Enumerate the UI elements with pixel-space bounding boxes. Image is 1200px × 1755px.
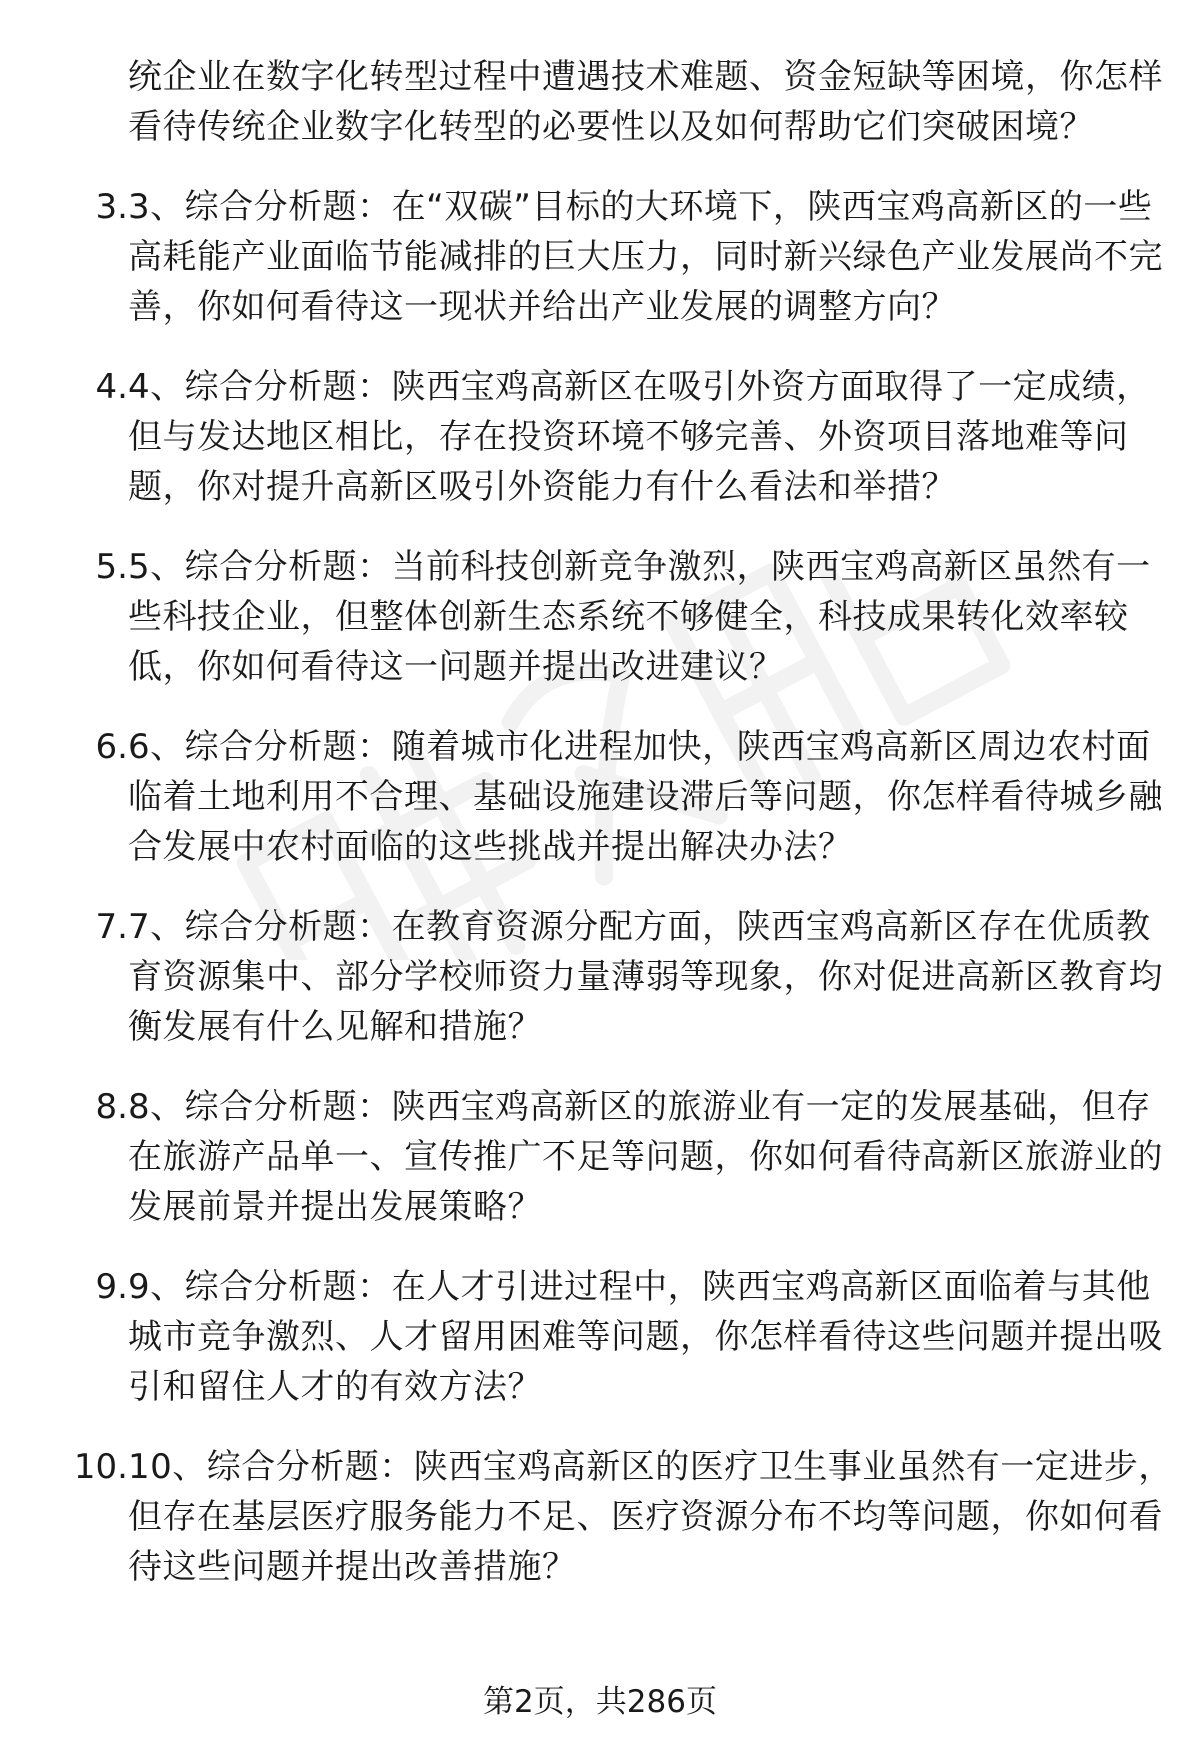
item-text: 7、综合分析题：在教育资源分配方面，陕西宝鸡高新区存在优质教育资源集中、部分学校师资力量薄弱等现象，你对促进高新区教育均衡发展有什么见解和措施？: [128, 907, 1163, 1047]
item-text: 3、综合分析题：在“双碳”目标的大环境下，陕西宝鸡高新区的一些高耗能产业面临节能减排的巨大压力，同时新兴绿色产业发展尚不完善，你如何看待这一现状并给出产业发展的调整方向？: [128, 187, 1163, 327]
list-item: [0, 182, 1200, 332]
list-item: [0, 722, 1200, 872]
list-item: [0, 1262, 1200, 1412]
item-number: 7.: [95, 907, 128, 947]
list-item: [0, 362, 1200, 512]
item-text: 4、综合分析题：陕西宝鸡高新区在吸引外资方面取得了一定成绩，但与发达地区相比，存在投资环境不够完善、外资项目落地难等问题，你对提升高新区吸引外资能力有什么看法和举措？: [128, 367, 1151, 507]
item-number: 9.: [95, 1267, 128, 1307]
list-item: [0, 1442, 1200, 1592]
item-number: 6.: [95, 727, 128, 767]
list-item: [0, 1082, 1200, 1232]
item-text: 9、综合分析题：在人才引进过程中，陕西宝鸡高新区面临着与其他城市竞争激烈、人才留用困难等问题，你怎样看待这些问题并提出吸引和留住人才的有效方法？: [128, 1267, 1163, 1407]
question-list: [0, 52, 1200, 1592]
item-text: 6、综合分析题：随着城市化进程加快，陕西宝鸡高新区周边农村面临着土地利用不合理、基础设施建设滞后等问题，你怎样看待城乡融合发展中农村面临的这些挑战并提出解决办法？: [128, 727, 1163, 867]
item-text: 8、综合分析题：陕西宝鸡高新区的旅游业有一定的发展基础，但存在旅游产品单一、宣传推广不足等问题，你如何看待高新区旅游业的发展前景并提出发展策略？: [128, 1087, 1163, 1227]
list-item: [0, 52, 1200, 152]
item-text: 统企业在数字化转型过程中遭遇技术难题、资金短缺等困境，你怎样看待传统企业数字化转型的必要性以及如何帮助它们突破困境？: [128, 57, 1163, 147]
item-number: 5.: [95, 547, 128, 587]
item-number: 8.: [95, 1087, 128, 1127]
page-footer: 第2页，共286页: [483, 1684, 717, 1720]
list-item: [0, 542, 1200, 692]
item-number: 10.: [73, 1447, 128, 1487]
item-number: 4.: [95, 367, 128, 407]
item-text: 5、综合分析题：当前科技创新竞争激烈，陕西宝鸡高新区虽然有一些科技企业，但整体创新生态系统不够健全，科技成果转化效率较低，你如何看待这一问题并提出改进建议？: [128, 547, 1151, 687]
item-text: 10、综合分析题：陕西宝鸡高新区的医疗卫生事业虽然有一定进步，但存在基层医疗服务能力不足、医疗资源分布不均等问题，你如何看待这些问题并提出改善措施？: [128, 1447, 1173, 1587]
list-item: [0, 902, 1200, 1052]
item-number: 3.: [95, 187, 128, 227]
